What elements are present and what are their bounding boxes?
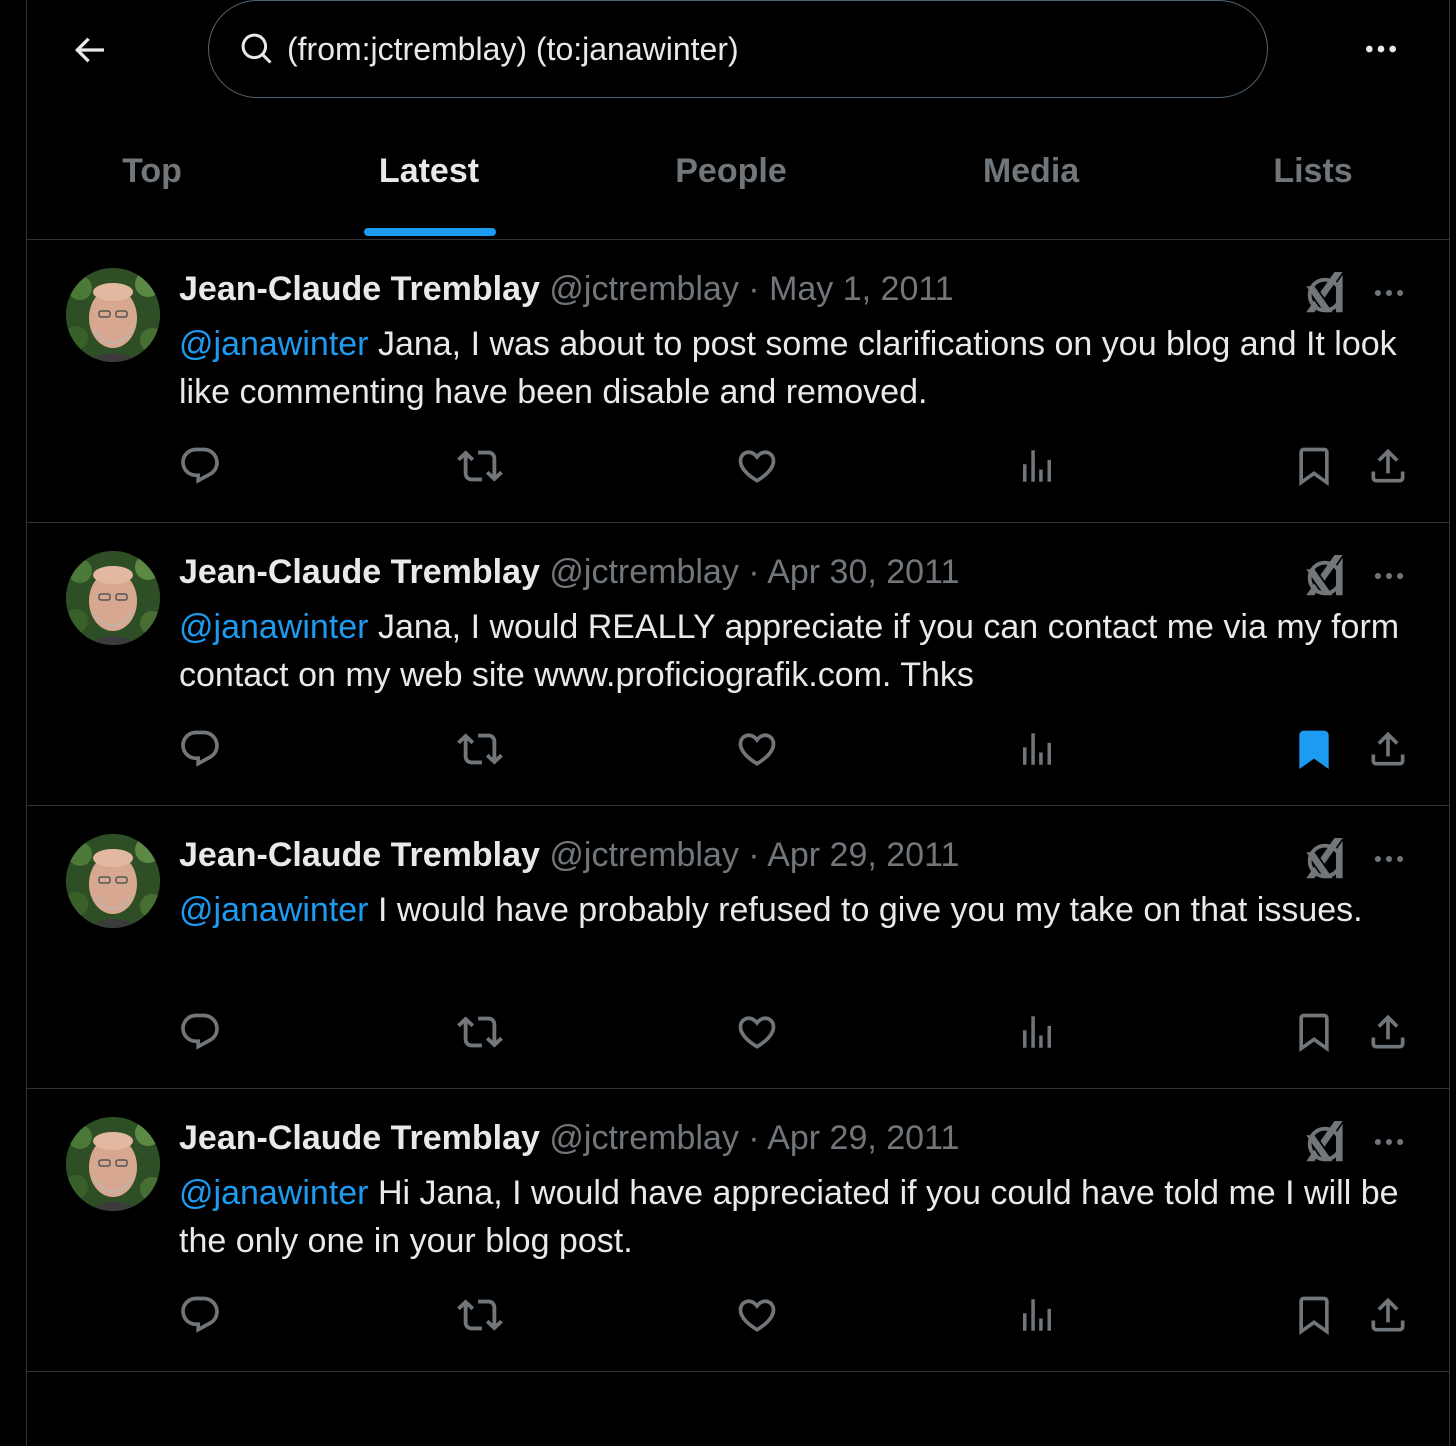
like-icon (735, 1010, 779, 1059)
back-arrow-icon (69, 30, 109, 70)
more-icon (1361, 29, 1401, 69)
search-query: (from:jctremblay) (to:janawinter) (287, 30, 739, 67)
tweet-header (179, 553, 959, 592)
bookmark-button[interactable] (1286, 723, 1342, 779)
bookmark-icon (1292, 1293, 1336, 1342)
author-name[interactable]: Jean-Claude Tremblay (179, 270, 540, 308)
search-input[interactable] (208, 0, 1268, 98)
share-button[interactable] (1360, 1289, 1416, 1345)
avatar[interactable] (66, 268, 160, 362)
tweet-header (179, 836, 959, 875)
author-handle[interactable]: @jctremblay (549, 836, 739, 874)
grok-icon[interactable] (1302, 272, 1348, 318)
share-icon (1366, 1010, 1410, 1059)
avatar[interactable] (66, 834, 160, 928)
like-button[interactable] (729, 1006, 785, 1062)
author-name[interactable]: Jean-Claude Tremblay (179, 836, 540, 874)
like-icon (735, 727, 779, 776)
views-button[interactable] (1009, 723, 1065, 779)
grok-icon[interactable] (1302, 1121, 1348, 1167)
views-button[interactable] (1009, 1289, 1065, 1345)
tweet-header (179, 270, 954, 309)
bookmark-button[interactable] (1286, 1289, 1342, 1345)
tweet-body-text: I would have probably refused to give you my take on that issues. (377, 891, 1363, 929)
tweet-date[interactable]: Apr 29, 2011 (767, 836, 960, 874)
author-handle[interactable]: @jctremblay (549, 1119, 739, 1157)
views-icon (1016, 445, 1058, 492)
tweet[interactable] (26, 523, 1450, 806)
tweet-text (179, 1169, 1409, 1265)
share-button[interactable] (1360, 1006, 1416, 1062)
share-icon (1366, 727, 1410, 776)
tweet-header (179, 1119, 959, 1158)
views-button[interactable] (1009, 1006, 1065, 1062)
avatar[interactable] (66, 551, 160, 645)
author-name[interactable]: Jean-Claude Tremblay (179, 1119, 540, 1157)
bookmark-icon (1292, 444, 1336, 493)
tweet-date[interactable]: Apr 29, 2011 (767, 1119, 960, 1157)
like-button[interactable] (729, 440, 785, 496)
tweet-text (179, 603, 1409, 699)
bookmark-icon (1292, 1010, 1336, 1059)
tweet-date[interactable]: May 1, 2011 (769, 270, 954, 308)
views-icon (1016, 728, 1058, 775)
grok-icon[interactable] (1302, 555, 1348, 601)
reply-icon (178, 1010, 222, 1059)
reply-icon (178, 444, 222, 493)
tweet-text (179, 886, 1409, 934)
reply-button[interactable] (172, 1006, 228, 1062)
tab-media[interactable]: Media (982, 152, 1080, 190)
tweet[interactable] (26, 806, 1450, 1089)
bookmark-button[interactable] (1286, 440, 1342, 496)
grok-icon[interactable] (1302, 838, 1348, 884)
retweet-icon (457, 1292, 503, 1343)
author-handle[interactable]: @jctremblay (549, 553, 739, 591)
retweet-button[interactable] (452, 440, 508, 496)
more-icon (1370, 1123, 1408, 1166)
reply-button[interactable] (172, 1289, 228, 1345)
more-icon (1370, 274, 1408, 317)
author-handle[interactable]: @jctremblay (549, 270, 739, 308)
tweet-actions (26, 1006, 1450, 1062)
views-button[interactable] (1009, 440, 1065, 496)
like-icon (735, 444, 779, 493)
share-icon (1366, 444, 1410, 493)
separator: · (748, 553, 760, 591)
avatar[interactable] (66, 1117, 160, 1211)
views-icon (1016, 1294, 1058, 1341)
tweet-body-text: Jana, I was about to post some clarifications on you blog and It look like commenting have been disable and removed. (179, 325, 1397, 411)
tab-latest[interactable]: Latest (378, 152, 480, 190)
tweet-actions (26, 723, 1450, 779)
more-options-button[interactable] (1356, 26, 1406, 72)
tab-people[interactable]: People (675, 152, 787, 190)
tab-top[interactable]: Top (122, 152, 182, 190)
tweet-body-text: Jana, I would REALLY appreciate if you can contact me via my form contact on my web site www.proficiografik.com. Thks (179, 608, 1400, 694)
like-button[interactable] (729, 723, 785, 779)
retweet-button[interactable] (452, 723, 508, 779)
reply-button[interactable] (172, 440, 228, 496)
mention-link[interactable]: @janawinter (179, 891, 369, 929)
tweet-actions (26, 440, 1450, 496)
retweet-icon (457, 726, 503, 777)
tweet-date[interactable]: Apr 30, 2011 (767, 553, 960, 591)
tweet-more-button[interactable] (1366, 1121, 1412, 1167)
search-tabs (26, 110, 1450, 240)
tweet-body-text: Hi Jana, I would have appreciated if you could have told me I will be the only one in your blog post. (179, 1174, 1399, 1260)
share-button[interactable] (1360, 723, 1416, 779)
retweet-button[interactable] (452, 1006, 508, 1062)
back-button[interactable] (64, 28, 114, 72)
active-tab-indicator (364, 228, 496, 236)
like-button[interactable] (729, 1289, 785, 1345)
tab-lists[interactable]: Lists (1273, 152, 1353, 190)
bookmark-button[interactable] (1286, 1006, 1342, 1062)
top-bar (0, 0, 1456, 100)
tweet-more-button[interactable] (1366, 555, 1412, 601)
reply-button[interactable] (172, 723, 228, 779)
tweet[interactable] (26, 1089, 1450, 1372)
tweet-actions (26, 1289, 1450, 1345)
share-button[interactable] (1360, 440, 1416, 496)
tweet-more-button[interactable] (1366, 838, 1412, 884)
reply-icon (178, 1293, 222, 1342)
bookmark-icon (1292, 727, 1336, 776)
reply-icon (178, 727, 222, 776)
mention-link[interactable]: @janawinter (179, 1174, 369, 1212)
mention-link[interactable]: @janawinter (179, 325, 369, 363)
views-icon (1016, 1011, 1058, 1058)
share-icon (1366, 1293, 1410, 1342)
mention-link[interactable]: @janawinter (179, 608, 369, 646)
separator: · (748, 270, 760, 308)
retweet-icon (457, 443, 503, 494)
more-icon (1370, 840, 1408, 883)
more-icon (1370, 557, 1408, 600)
tweet-more-button[interactable] (1366, 272, 1412, 318)
tweet-text (179, 320, 1409, 416)
search-icon (239, 30, 277, 68)
retweet-icon (457, 1009, 503, 1060)
separator: · (748, 1119, 760, 1157)
tweet[interactable] (26, 240, 1450, 523)
author-name[interactable]: Jean-Claude Tremblay (179, 553, 540, 591)
separator: · (748, 836, 760, 874)
retweet-button[interactable] (452, 1289, 508, 1345)
like-icon (735, 1293, 779, 1342)
